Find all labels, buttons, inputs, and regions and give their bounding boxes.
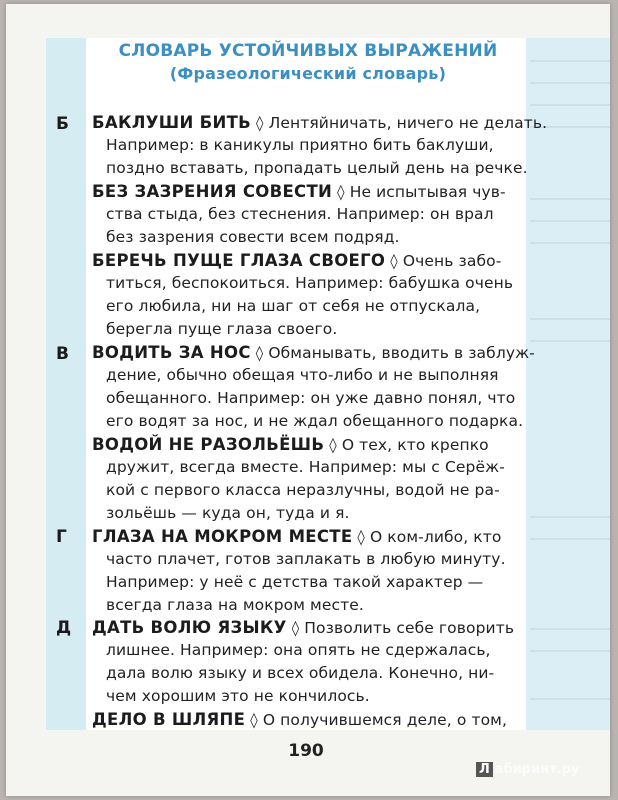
entry-text: Не испытывая чув-	[349, 183, 506, 201]
page-subtitle: (Фразеологический словарь)	[169, 64, 447, 83]
entry-line: ства стыда, без стеснения. Например: он врал	[106, 205, 494, 223]
entry-line: поздно вставать, пропадать целый день на речке.	[106, 159, 528, 177]
entry-line: лишнее. Например: она опять не сдержалась,	[106, 641, 491, 659]
diamond-icon: ◊	[291, 619, 300, 637]
entry-headline	[92, 251, 501, 270]
entry-headline	[92, 343, 535, 362]
dictionary-content	[56, 38, 548, 761]
entry-term: БЕРЕЧЬ ПУЩЕ ГЛАЗА СВОЕГО	[92, 251, 386, 270]
page-margin	[6, 4, 46, 796]
adjacent-page-bleed	[526, 38, 610, 730]
entry-term: БЕЗ ЗАЗРЕНИЯ СОВЕСТИ	[92, 182, 333, 201]
diamond-icon: ◊	[357, 528, 365, 546]
entry-line: его любила, ни на шаг от себя не отпускала,	[106, 297, 481, 315]
diamond-icon: ◊	[329, 436, 337, 454]
entry-line: Например: в каникулы приятно бить баклуши,	[106, 136, 494, 154]
entry-headline	[92, 527, 501, 546]
page-title: СЛОВАРЬ УСТОЙЧИВЫХ ВЫРАЖЕНИЙ	[118, 41, 498, 61]
entry-line: обещанного. Например: он уже давно понял, что	[106, 389, 516, 407]
entry-term: БАКЛУШИ БИТЬ	[92, 113, 252, 132]
entry-line: зольёшь — куда он, туда и я.	[106, 504, 350, 522]
diamond-icon: ◊	[337, 183, 345, 201]
entry-headline	[92, 113, 547, 132]
entry-text: Лентяйничать, ничего не делать.	[268, 114, 548, 132]
entry-term: ДЕЛО В ШЛЯПЕ	[92, 710, 246, 729]
entry-text: Очень забо-	[402, 252, 502, 270]
diamond-icon: ◊	[255, 344, 264, 362]
watermark-logo: Л	[476, 762, 493, 777]
entry-line: дение, обычно обещая что-либо и не выполняя	[106, 366, 499, 384]
section-letter: В	[56, 344, 69, 364]
diamond-icon: ◊	[390, 252, 398, 270]
book-page	[6, 4, 610, 796]
entry-text: Позволить себе говорить	[304, 619, 515, 637]
entry-term: ВОДИТЬ ЗА НОС	[92, 343, 251, 362]
entry-line: дружит, всегда вместе. Например: мы с Серёж-	[106, 458, 505, 476]
entry-text: О ком-либо, кто	[369, 528, 502, 546]
entry-text: О получившемся деле, о том,	[262, 711, 507, 729]
entry-term: ГЛАЗА НА МОКРОМ МЕСТЕ	[92, 527, 353, 546]
diamond-icon: ◊	[256, 114, 264, 132]
entry-line: Например: у неё с детства такой характер —	[106, 573, 484, 591]
entry-line: дала волю языку и всех обидела. Конечно, ни-	[106, 664, 495, 682]
entry-text: О тех, кто крепко	[341, 436, 489, 454]
entry-line: чем хорошим это не кончилось.	[106, 687, 370, 705]
entry-headline	[92, 618, 514, 637]
entry-headline	[92, 435, 489, 454]
entry-line: берегла пуще глаза своего.	[106, 320, 338, 338]
entry-line: его водят за нос, и не ждал обещанного подарка.	[106, 412, 524, 430]
section-letter: Б	[56, 114, 69, 134]
entry-line: кой с первого класса неразлучны, водой не ра-	[106, 481, 500, 499]
entry-term: ДАТЬ ВОЛЮ ЯЗЫКУ	[92, 618, 287, 637]
watermark	[476, 762, 579, 777]
entry-text: Обманывать, вводить в заблуж-	[268, 344, 535, 362]
entry-headline	[92, 182, 506, 201]
entry-line: без зазрения совести всем подряд.	[106, 228, 400, 246]
section-letter: Д	[56, 618, 72, 638]
diamond-icon: ◊	[250, 711, 258, 729]
section-letter: Г	[56, 527, 67, 547]
watermark-text: абиринт.ру	[494, 762, 580, 777]
entry-line: часто плачет, готов заплакать в любую минуту.	[106, 550, 506, 568]
entry-headline	[92, 710, 507, 729]
entry-line: всегда глаза на мокром месте.	[106, 596, 364, 614]
entry-line: титься, беспокоиться. Например: бабушка очень	[106, 274, 514, 292]
page-number: 190	[288, 741, 324, 761]
entry-term: ВОДОЙ НЕ РАЗОЛЬЁШЬ	[92, 435, 325, 454]
